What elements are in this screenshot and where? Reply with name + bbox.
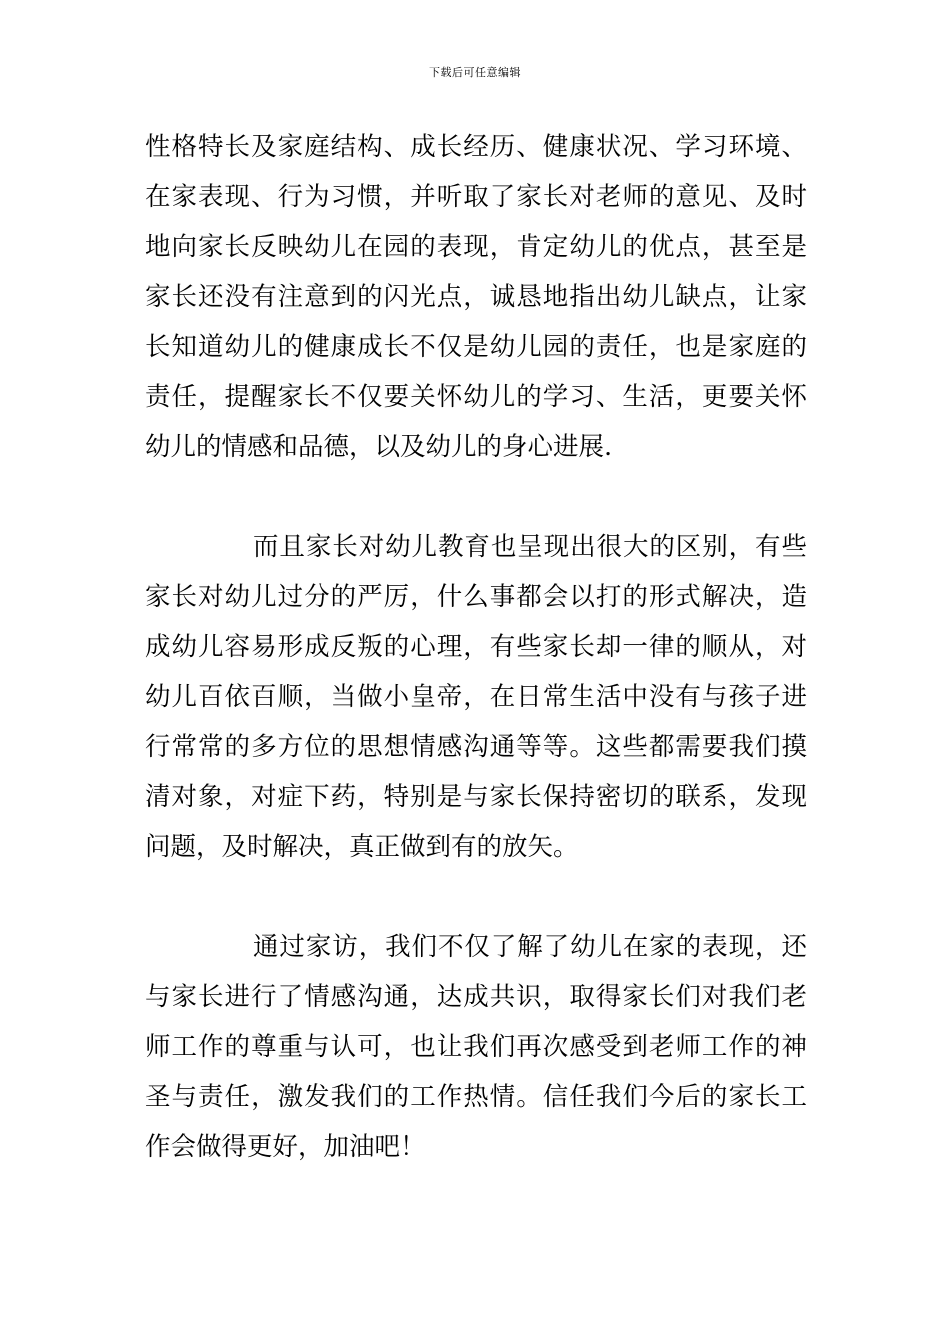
paragraph-2-line-2: 家长对幼儿过分的严厉，什么事都会以打的形式解决，造: [145, 582, 807, 612]
paragraph-2-line-4: 幼儿百依百顺，当做小皇帝，在日常生活中没有与孩子进: [145, 682, 807, 712]
paragraph-1-line-7: 幼儿的情感和品德，以及幼儿的身心进展.: [145, 432, 613, 462]
paragraph-2-line-6: 清对象，对症下药，特别是与家长保持密切的联系，发现: [145, 782, 807, 812]
paragraph-3-line-2: 与家长进行了情感沟通，达成共识，取得家长们对我们老: [145, 982, 807, 1012]
paragraph-2-line-5: 行常常的多方位的思想情感沟通等等。这些都需要我们摸: [145, 732, 807, 762]
paragraph-3-line-1: 通过家访，我们不仅了解了幼儿在家的表现，还: [253, 932, 807, 962]
paragraph-3-line-3: 师工作的尊重与认可，也让我们再次感受到老师工作的神: [145, 1032, 807, 1062]
paragraph-3-line-5: 作会做得更好，加油吧！: [145, 1132, 426, 1162]
paragraph-2-line-3: 成幼儿容易形成反叛的心理，有些家长却一律的顺从，对: [145, 632, 807, 662]
paragraph-1-line-2: 在家表现、行为习惯，并听取了家长对老师的意见、及时: [145, 182, 807, 212]
paragraph-1-line-4: 家长还没有注意到的闪光点，诚恳地指出幼儿缺点，让家: [145, 282, 807, 312]
paragraph-2-line-7: 问题，及时解决，真正做到有的放矢。: [145, 832, 579, 862]
paragraph-1-line-6: 责任，提醒家长不仅要关怀幼儿的学习、生活，更要关怀: [145, 382, 807, 412]
paragraph-3-line-4: 圣与责任，激发我们的工作热情。信任我们今后的家长工: [145, 1082, 807, 1112]
paragraph-1-line-3: 地向家长反映幼儿在园的表现，肯定幼儿的优点，甚至是: [145, 232, 807, 262]
paragraph-1-line-5: 长知道幼儿的健康成长不仅是幼儿园的责任，也是家庭的: [145, 332, 807, 362]
paragraph-2-line-1: 而且家长对幼儿教育也呈现出很大的区别，有些: [253, 532, 807, 562]
paragraph-1-line-1: 性格特长及家庭结构、成长经历、健康状况、学习环境、: [145, 132, 807, 162]
page-header: 下载后可任意编辑: [429, 66, 521, 79]
